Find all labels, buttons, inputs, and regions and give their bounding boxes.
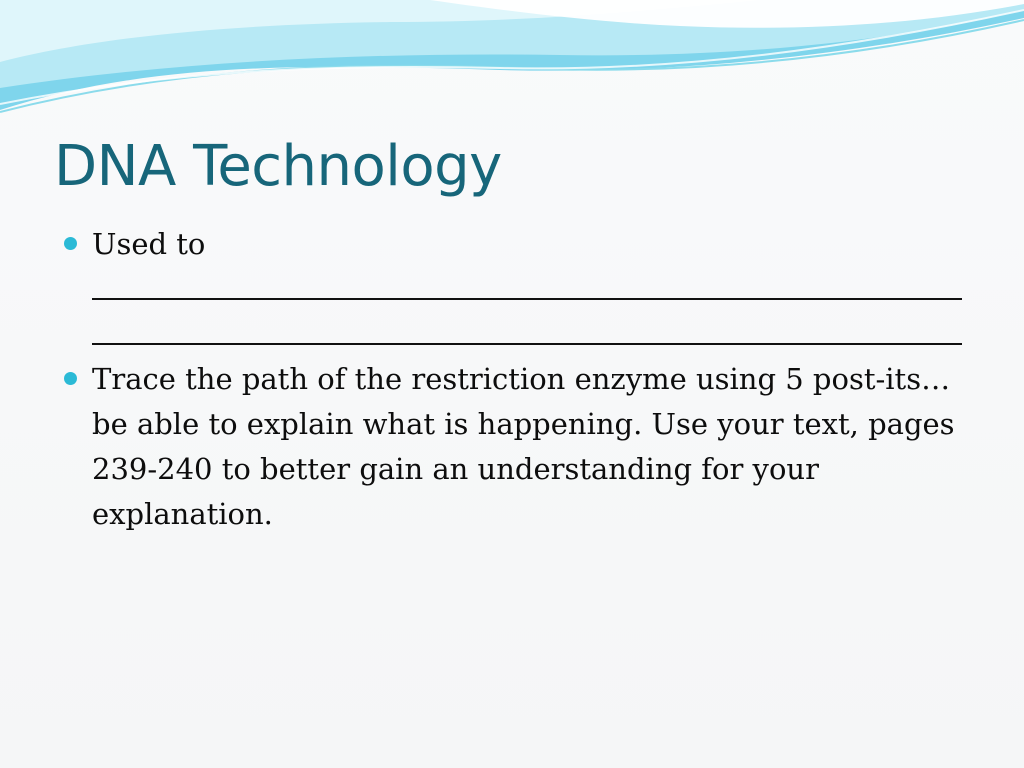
bullet-item-restriction-enzyme	[64, 357, 964, 537]
answer-blank-line	[92, 267, 964, 312]
bullet-dot-icon	[64, 372, 77, 385]
bullet-list	[64, 222, 964, 537]
slide-title: DNA Technology	[54, 134, 502, 199]
bullet-dot-icon	[64, 237, 77, 250]
bullet-text: Trace the path of the restriction enzyme using 5 post-its…be able to explain what is happening. Use your text, pages 239-240 to better gain an understanding for your explanation.	[92, 362, 955, 531]
bullet-item-used-to	[64, 222, 964, 357]
answer-blank-line	[92, 312, 964, 357]
bullet-text: Used to	[92, 227, 206, 261]
decorative-wave-header	[0, 0, 1024, 130]
